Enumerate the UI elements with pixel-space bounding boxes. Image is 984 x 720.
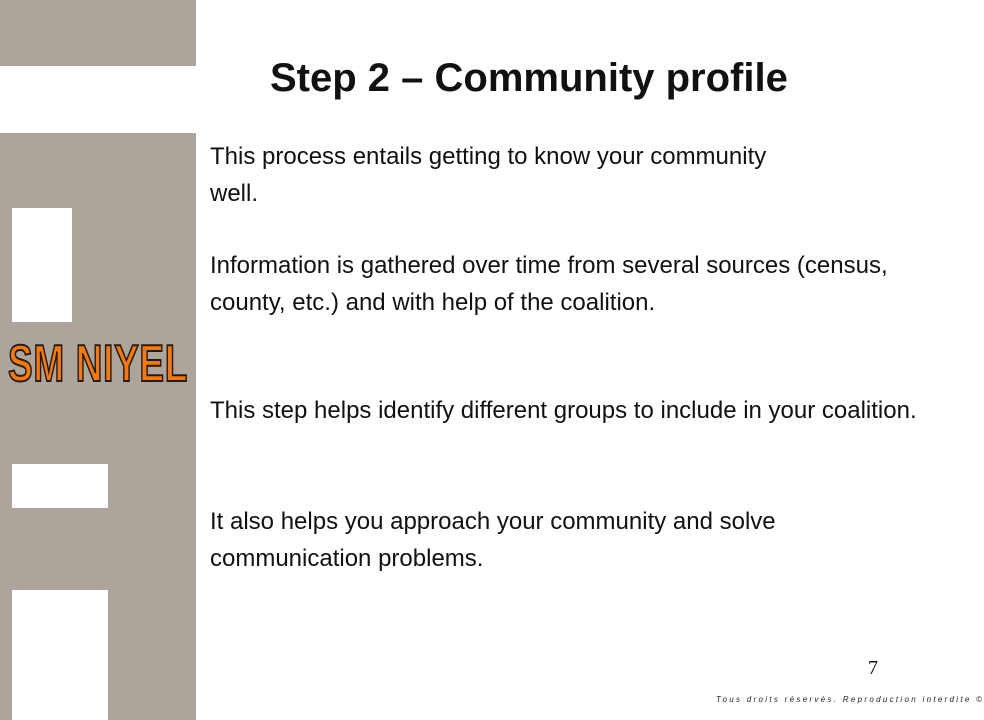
decor-block-left-strip-2	[0, 464, 12, 508]
logo-box	[0, 322, 196, 400]
paragraph-3: This step helps identify different groups to include in your coalition.	[210, 397, 917, 424]
decor-block-left-strip-1	[0, 208, 12, 322]
decor-block-top	[0, 0, 196, 66]
decor-block-bottom	[0, 508, 196, 590]
logo-mark	[4, 329, 192, 393]
slide-title: Step 2 – Community profile	[270, 56, 788, 100]
decor-block-right-strip-1	[72, 208, 196, 322]
decor-block-right-strip-2	[108, 464, 196, 508]
decor-block-left-strip-3	[0, 590, 12, 720]
decor-block-lower	[0, 400, 196, 464]
paragraph-4: It also helps you approach your community and solve communication problems.	[210, 508, 776, 572]
paragraph-1: This process entails getting to know your community well.	[210, 143, 767, 207]
decor-block-upper	[0, 133, 196, 208]
copyright-note: Tous droits réservés. Reproduction interdite ©	[716, 695, 984, 704]
page-number: 7	[868, 657, 878, 679]
logo-text: SM NIYEL	[8, 335, 188, 393]
paragraph-2: Information is gathered over time from several sources (census, county, etc.) and with help of the coalition.	[210, 252, 888, 316]
decor-block-right-strip-3	[108, 590, 196, 720]
